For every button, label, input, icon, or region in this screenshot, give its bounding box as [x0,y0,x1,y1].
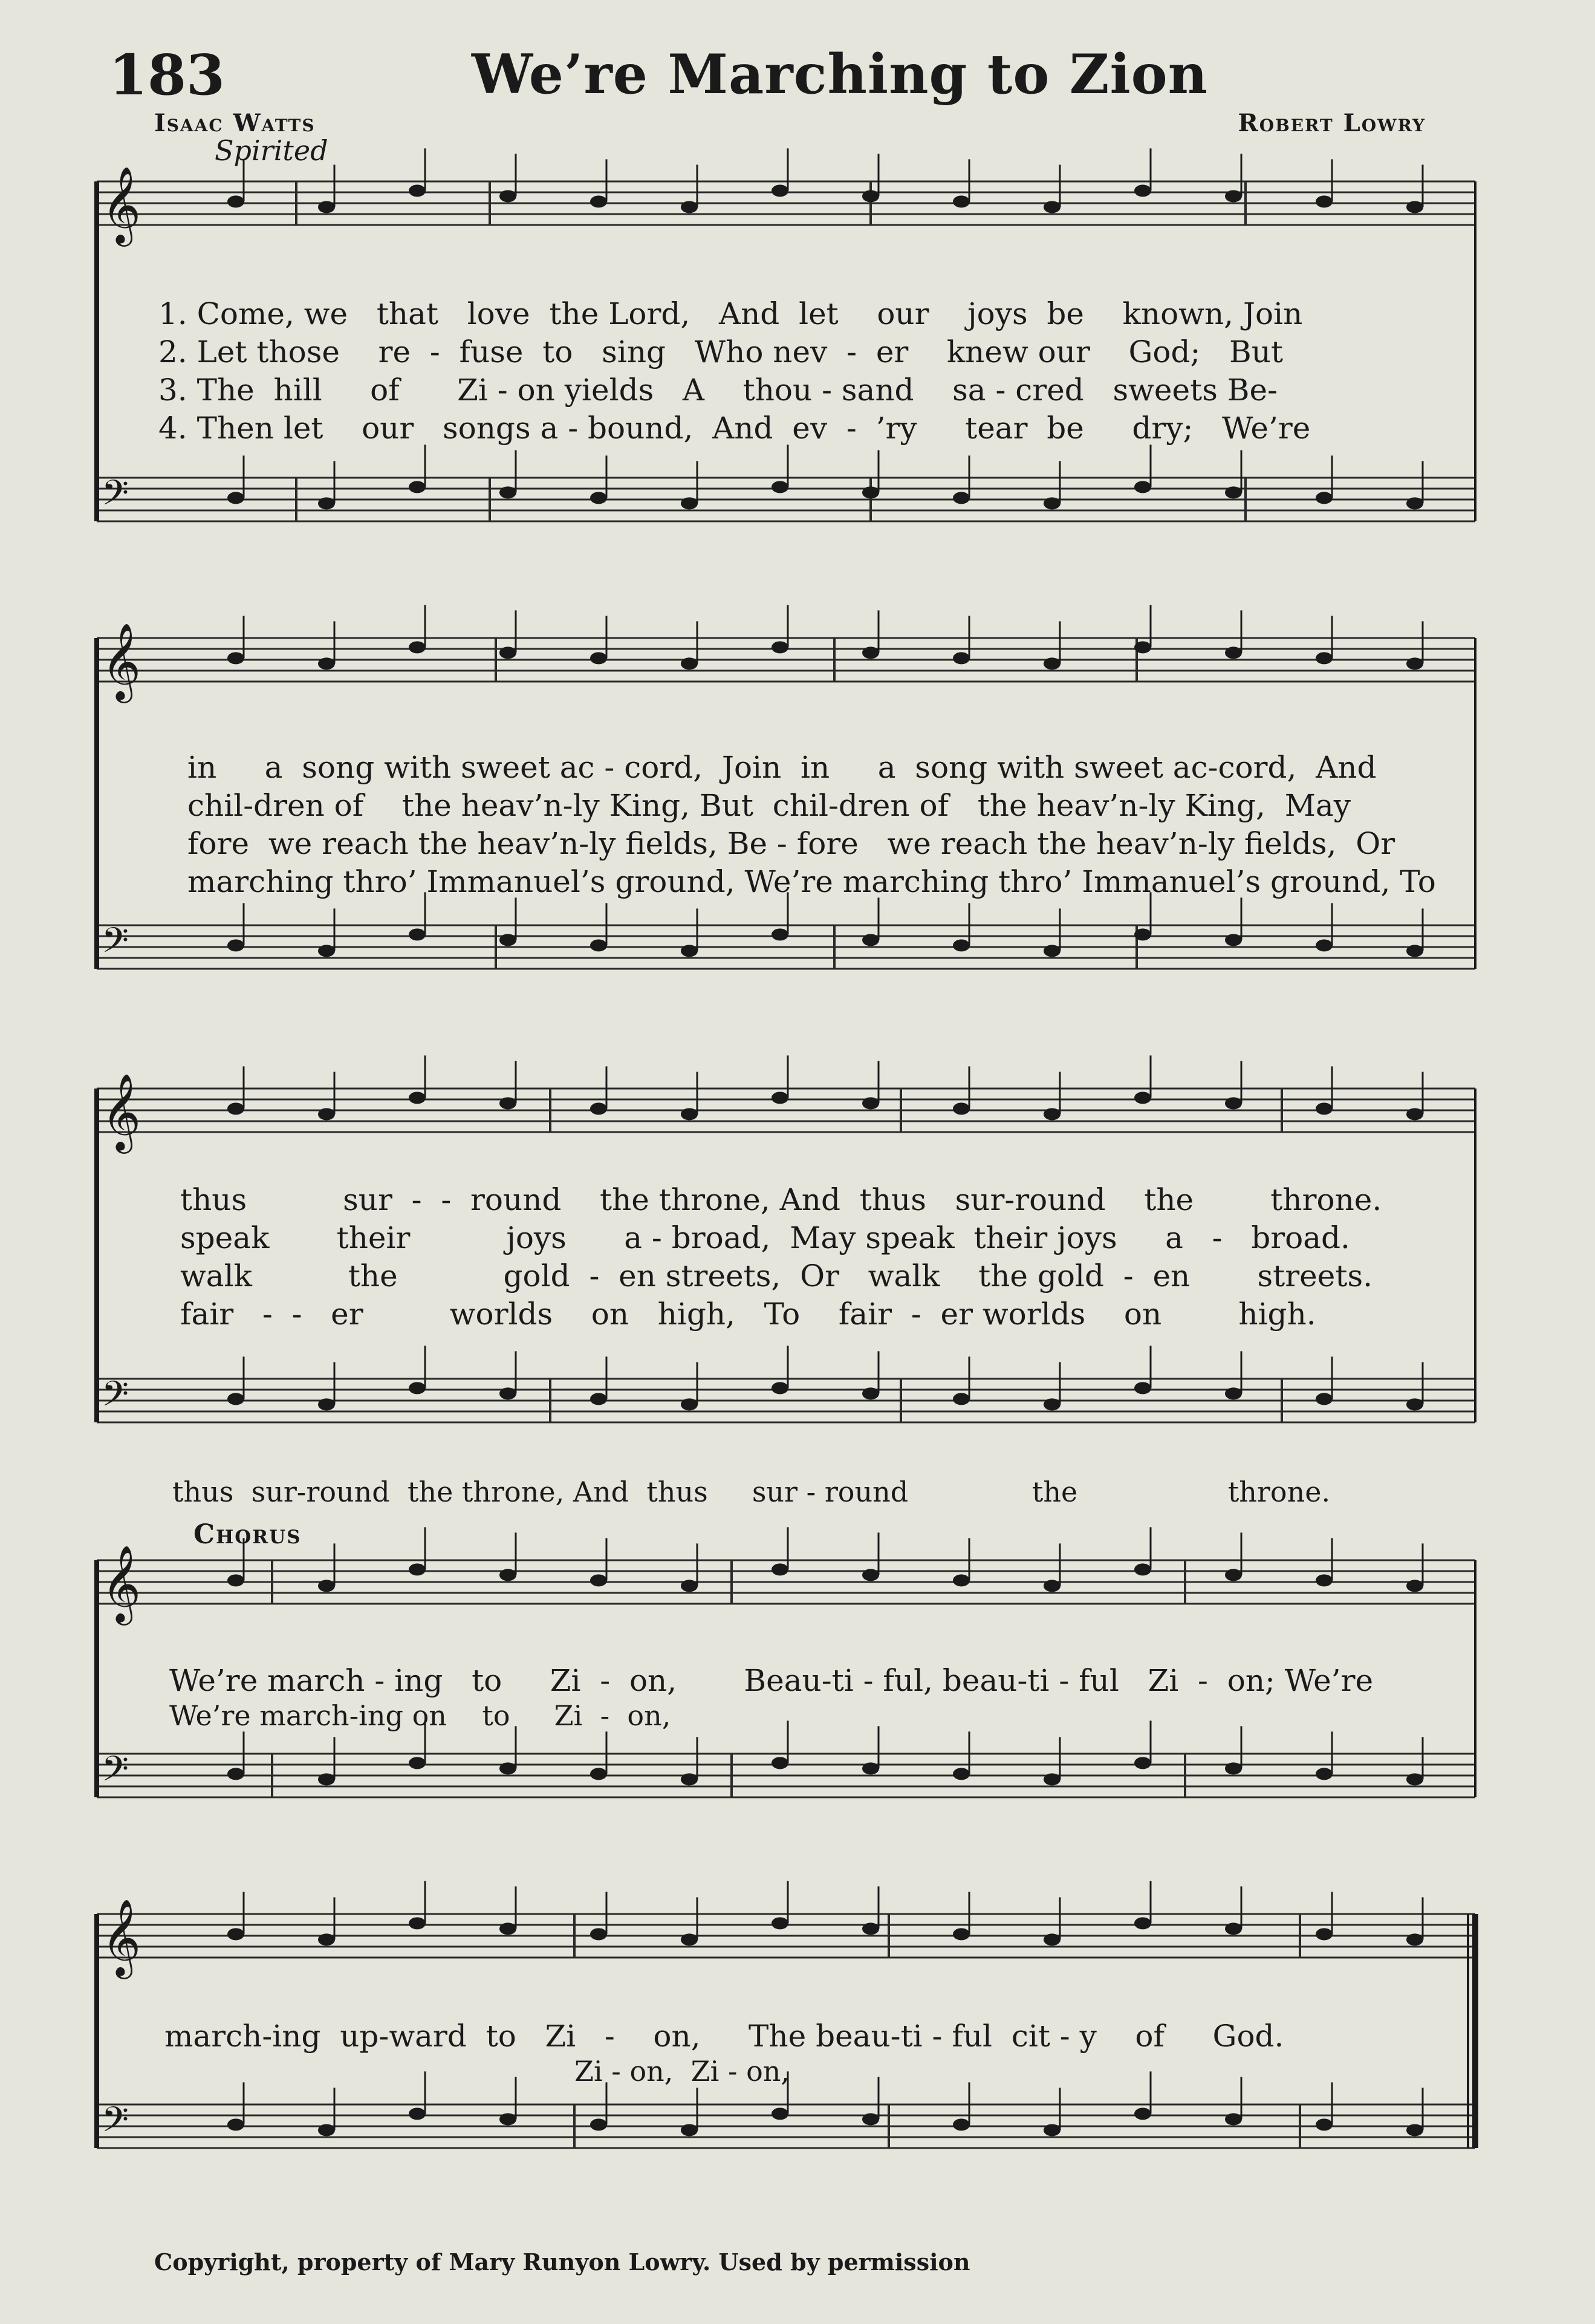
system-3-note-head [590,1102,607,1115]
system-3-note-head [1225,1387,1242,1399]
copyright-notice: Copyright, property of Mary Runyon Lowry. Used by permission [154,2248,970,2276]
treble-clef-icon: 𝄞 [102,1544,141,1622]
system-2-note-head [409,641,426,653]
system-3-note-head [318,1108,335,1120]
chorus-lyric-echo-1: We’re march-ing on to Zi - on, [169,1699,671,1732]
system-4-note-head [772,1563,788,1575]
system-2-note-head [862,646,879,659]
system-3-note-head [1134,1382,1151,1394]
system-4-note-head [318,1580,335,1592]
system-5-note-head [590,2118,607,2130]
system-3-note-head [499,1097,516,1109]
verse-1-line-3: thus sur - - round the throne, And thus sur-round the throne. [180,1182,1382,1217]
system-3-note-head [862,1097,879,1109]
system-4-note-head [1406,1580,1423,1592]
system-2-note-head [681,945,698,957]
system-2-note-head [318,657,335,669]
system-2-note-head [1225,646,1242,659]
verse-1-line-2: in a song with sweet ac - cord, Join in a song with sweet ac-cord, And [187,750,1377,785]
system-4-note-head [953,1768,970,1780]
system-4-note-head [1225,1569,1242,1581]
system-5-note-head [953,2118,970,2130]
bass-clef-icon: 𝄢 [102,1748,129,1798]
system-3-note-head [409,1382,426,1394]
verse-4-line-1: 4. Then let our songs a - bound, And ev - ’ry tear be dry; We’re [158,411,1311,446]
system-5-note-head [862,2113,879,2125]
system-3-note-head [953,1393,970,1405]
bass-clef-icon: 𝄢 [102,1373,129,1423]
system-5-note-head [1406,1933,1423,1945]
system-1-note-head [499,486,516,498]
bass-echo-lyric: thus sur-round the throne, And thus sur - round the throne. [172,1476,1331,1508]
system-3-note-head [1044,1398,1061,1410]
system-1-note-head [409,481,426,493]
hymn-title: We’re Marching to Zion [472,42,1209,106]
bass-clef-icon: 𝄢 [102,2099,129,2149]
system-2-note-head [499,934,516,946]
treble-clef-icon: 𝄞 [102,1073,141,1150]
system-2-note-head [953,939,970,951]
system-2-note-head [862,934,879,946]
system-1-note-head [953,492,970,504]
system-1-note-head [409,184,426,197]
system-4-note-head [681,1773,698,1785]
lyricist-credit: Isaac Watts [154,109,316,137]
system-3-note-head [681,1108,698,1120]
verse-3-line-2: fore we reach the heav’n-ly fields, Be - fore we reach the heav’n-ly fields, Or [187,826,1395,861]
system-2-note-head [1044,945,1061,957]
system-1-note-head [590,492,607,504]
treble-clef-icon: 𝄞 [102,166,141,243]
verse-1-line-1: 1. Come, we that love the Lord, And let our joys be known, Join [158,296,1303,331]
system-4-note-head [1316,1768,1333,1780]
system-4-note-head [1044,1773,1061,1785]
system-1-note-head [227,492,244,504]
system-5-note-head [590,1928,607,1940]
system-5-note-head [772,2108,788,2120]
hymn-number: 183 [109,42,226,108]
system-2-note-head [409,928,426,940]
system-2-note-head [499,646,516,659]
system-2-note-head [772,641,788,653]
system-2-note-head [590,652,607,664]
verse-2-line-3: speak their joys a - broad, May speak their joys a - broad. [180,1220,1350,1255]
system-4-note-head [590,1574,607,1586]
system-2-note-head [772,928,788,940]
system-5-note-head [1044,1933,1061,1945]
system-5-note-head [1134,1917,1151,1929]
system-1-note-head [772,184,788,197]
system-4-note-head [227,1768,244,1780]
system-1-note-head [1044,497,1061,509]
system-5-note-head [681,1933,698,1945]
system-2-note-head [1406,657,1423,669]
system-5-note-head [1134,2108,1151,2120]
verse-4-line-3: fair - - er worlds on high, To fair - er worlds on high. [180,1297,1316,1332]
system-1-note-head [1134,481,1151,493]
system-3-note-head [1406,1108,1423,1120]
system-5-note-head [499,2113,516,2125]
system-3-note-head [227,1393,244,1405]
system-3-note-head [1134,1092,1151,1104]
bass-clef-icon: 𝄢 [102,920,129,969]
system-4-note-head [409,1757,426,1769]
verse-2-line-1: 2. Let those re - fuse to sing Who nev - er knew our God; But [158,334,1284,369]
system-5-note-head [1406,2124,1423,2136]
verse-4-line-2: marching thro’ Immanuel’s ground, We’re marching thro’ Immanuel’s ground, To [187,864,1436,899]
system-4-note-head [1134,1563,1151,1575]
system-3-note-head [227,1102,244,1115]
system-5-note-head [1225,1922,1242,1935]
system-2-note-head [1134,928,1151,940]
system-5-note-head [1044,2124,1061,2136]
system-1-note-head [1225,486,1242,498]
system-4-note-head [1225,1762,1242,1774]
treble-clef-icon: 𝄞 [102,1898,141,1976]
system-4-note-head [499,1762,516,1774]
verse-2-line-2: chil-dren of the heav’n-ly King, But chil-dren of the heav’n-ly King, May [187,788,1351,823]
system-3-note-head [862,1387,879,1399]
system-4-note-head [681,1580,698,1592]
system-2-note-head [590,939,607,951]
system-5-note-head [1225,2113,1242,2125]
system-1-note-head [862,190,879,202]
system-5-note-head [227,2118,244,2130]
system-4-note-head [1316,1574,1333,1586]
system-1-note-head [318,201,335,213]
system-5-note-head [1316,2118,1333,2130]
system-2-note-head [1044,657,1061,669]
system-1-note-head [1406,497,1423,509]
chorus-label: Chorus [193,1519,302,1550]
system-5-note-head [862,1922,879,1935]
system-4-note-head [227,1574,244,1586]
system-4-note-head [1134,1757,1151,1769]
system-3-note-head [1316,1393,1333,1405]
system-2-note-head [681,657,698,669]
verse-3-line-3: walk the gold - en streets, Or walk the gold - en streets. [180,1258,1372,1294]
system-5-note-head [318,2124,335,2136]
system-3-note-head [590,1393,607,1405]
system-4-note-head [499,1569,516,1581]
system-1-note-head [499,190,516,202]
system-2-note-head [1316,652,1333,664]
chorus-lyric-echo-2: Zi - on, Zi - on, [574,2055,790,2088]
system-3-note-head [953,1102,970,1115]
system-2-note-head [1406,945,1423,957]
system-3-note-head [499,1387,516,1399]
system-2-note-head [1225,934,1242,946]
system-5-note-head [772,1917,788,1929]
system-5-note-head [499,1922,516,1935]
system-1-note-head [772,481,788,493]
system-5-note-head [409,1917,426,1929]
system-3-note-head [772,1092,788,1104]
system-4-note-head [953,1574,970,1586]
system-4-note-head [409,1563,426,1575]
system-1-note-head [1316,492,1333,504]
system-3-note-head [1044,1108,1061,1120]
system-4-note-head [318,1773,335,1785]
system-1-note-head [590,195,607,207]
system-5-note-head [953,1928,970,1940]
system-4-note-head [862,1569,879,1581]
system-1-note-head [1225,190,1242,202]
system-3-note-head [1225,1097,1242,1109]
system-4-note-head [1406,1773,1423,1785]
system-1-note-head [1044,201,1061,213]
system-2-note-head [227,939,244,951]
tempo-marking: Spirited [215,134,328,167]
system-4-note-head [772,1757,788,1769]
system-1-note-head [1406,201,1423,213]
verse-3-line-1: 3. The hill of Zi - on yields A thou - sand sa - cred sweets Be- [158,373,1278,408]
composer-credit: Robert Lowry [1238,109,1426,137]
system-3-note-head [772,1382,788,1394]
system-4-note-head [1044,1580,1061,1592]
treble-clef-icon: 𝄞 [102,622,141,700]
system-2-note-head [953,652,970,664]
system-4-note-head [862,1762,879,1774]
system-2-note-head [1134,641,1151,653]
system-1-note-head [681,497,698,509]
system-3-note-head [681,1398,698,1410]
system-2-note-head [1316,939,1333,951]
system-5-note-head [227,1928,244,1940]
system-2-note-head [227,652,244,664]
system-1-note-head [862,486,879,498]
system-1-note-head [681,201,698,213]
system-3-note-head [1406,1398,1423,1410]
system-5-note-head [1316,1928,1333,1940]
system-5-note-head [318,1933,335,1945]
system-1-note-head [953,195,970,207]
system-2-note-head [318,945,335,957]
system-3-note-head [409,1092,426,1104]
system-1-note-head [1316,195,1333,207]
system-3-note-head [318,1398,335,1410]
bass-clef-icon: 𝄢 [102,472,129,522]
system-4-note-head [590,1768,607,1780]
chorus-lyric-2: march-ing up-ward to Zi - on, The beau-ti - ful cit - y of God. [164,2019,1284,2054]
system-1-note-head [227,195,244,207]
chorus-lyric-1: We’re march - ing to Zi - on, Beau-ti - ful, beau-ti - ful Zi - on; We’re [169,1663,1374,1698]
system-1-note-head [1134,184,1151,197]
system-1-note-head [318,497,335,509]
system-5-note-head [681,2124,698,2136]
system-5-note-head [409,2108,426,2120]
system-3-note-head [1316,1102,1333,1115]
